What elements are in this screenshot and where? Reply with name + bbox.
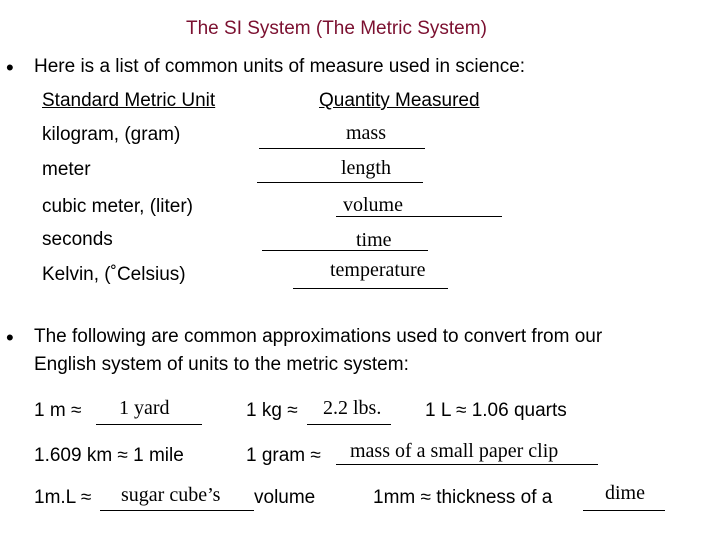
answer-volume: volume [343, 194, 403, 216]
unit-kilogram: kilogram, (gram) [42, 124, 181, 145]
unit-seconds: seconds [42, 229, 113, 250]
section2-intro-line2: English system of units to the metric system: [34, 354, 409, 375]
answer-temperature: temperature [330, 259, 426, 281]
answer-mass: mass [346, 122, 386, 144]
answer-paper-clip: mass of a small paper clip [350, 440, 559, 462]
approx-meter-prefix: 1 m ≈ [34, 400, 82, 421]
bullet-marker: • [6, 325, 14, 350]
answer-length: length [341, 157, 391, 179]
unit-cubic-meter: cubic meter, (liter) [42, 196, 193, 217]
approx-ml-prefix: 1m.L ≈ [34, 487, 92, 508]
answer-lbs: 2.2 lbs. [323, 397, 382, 419]
approx-kg-prefix: 1 kg ≈ [246, 400, 298, 421]
answer-blank-length [257, 162, 423, 183]
approx-km: 1.609 km ≈ 1 mile [34, 445, 184, 466]
approx-liter: 1 L ≈ 1.06 quarts [425, 400, 567, 421]
answer-dime: dime [605, 482, 645, 504]
answer-sugar-cube: sugar cube’s [121, 484, 221, 506]
answer-time: time [356, 229, 392, 251]
header-standard-unit: Standard Metric Unit [42, 90, 216, 111]
unit-meter: meter [42, 159, 91, 180]
approx-mm-prefix: 1mm ≈ thickness of a [373, 487, 553, 508]
page-title: The SI System (The Metric System) [186, 18, 487, 39]
section1-intro: Here is a list of common units of measure used in science: [34, 56, 526, 77]
header-quantity-measured: Quantity Measured [319, 90, 480, 111]
answer-blank-time [262, 230, 428, 251]
section2-intro-line1: The following are common approximations used to convert from our [34, 326, 603, 347]
bullet-marker: • [6, 55, 14, 80]
approx-gram-prefix: 1 gram ≈ [246, 445, 321, 466]
approx-ml-suffix: volume [254, 487, 316, 508]
answer-blank-mass [259, 128, 425, 149]
unit-kelvin: Kelvin, (˚Celsius) [42, 264, 186, 285]
answer-yard: 1 yard [119, 397, 170, 419]
